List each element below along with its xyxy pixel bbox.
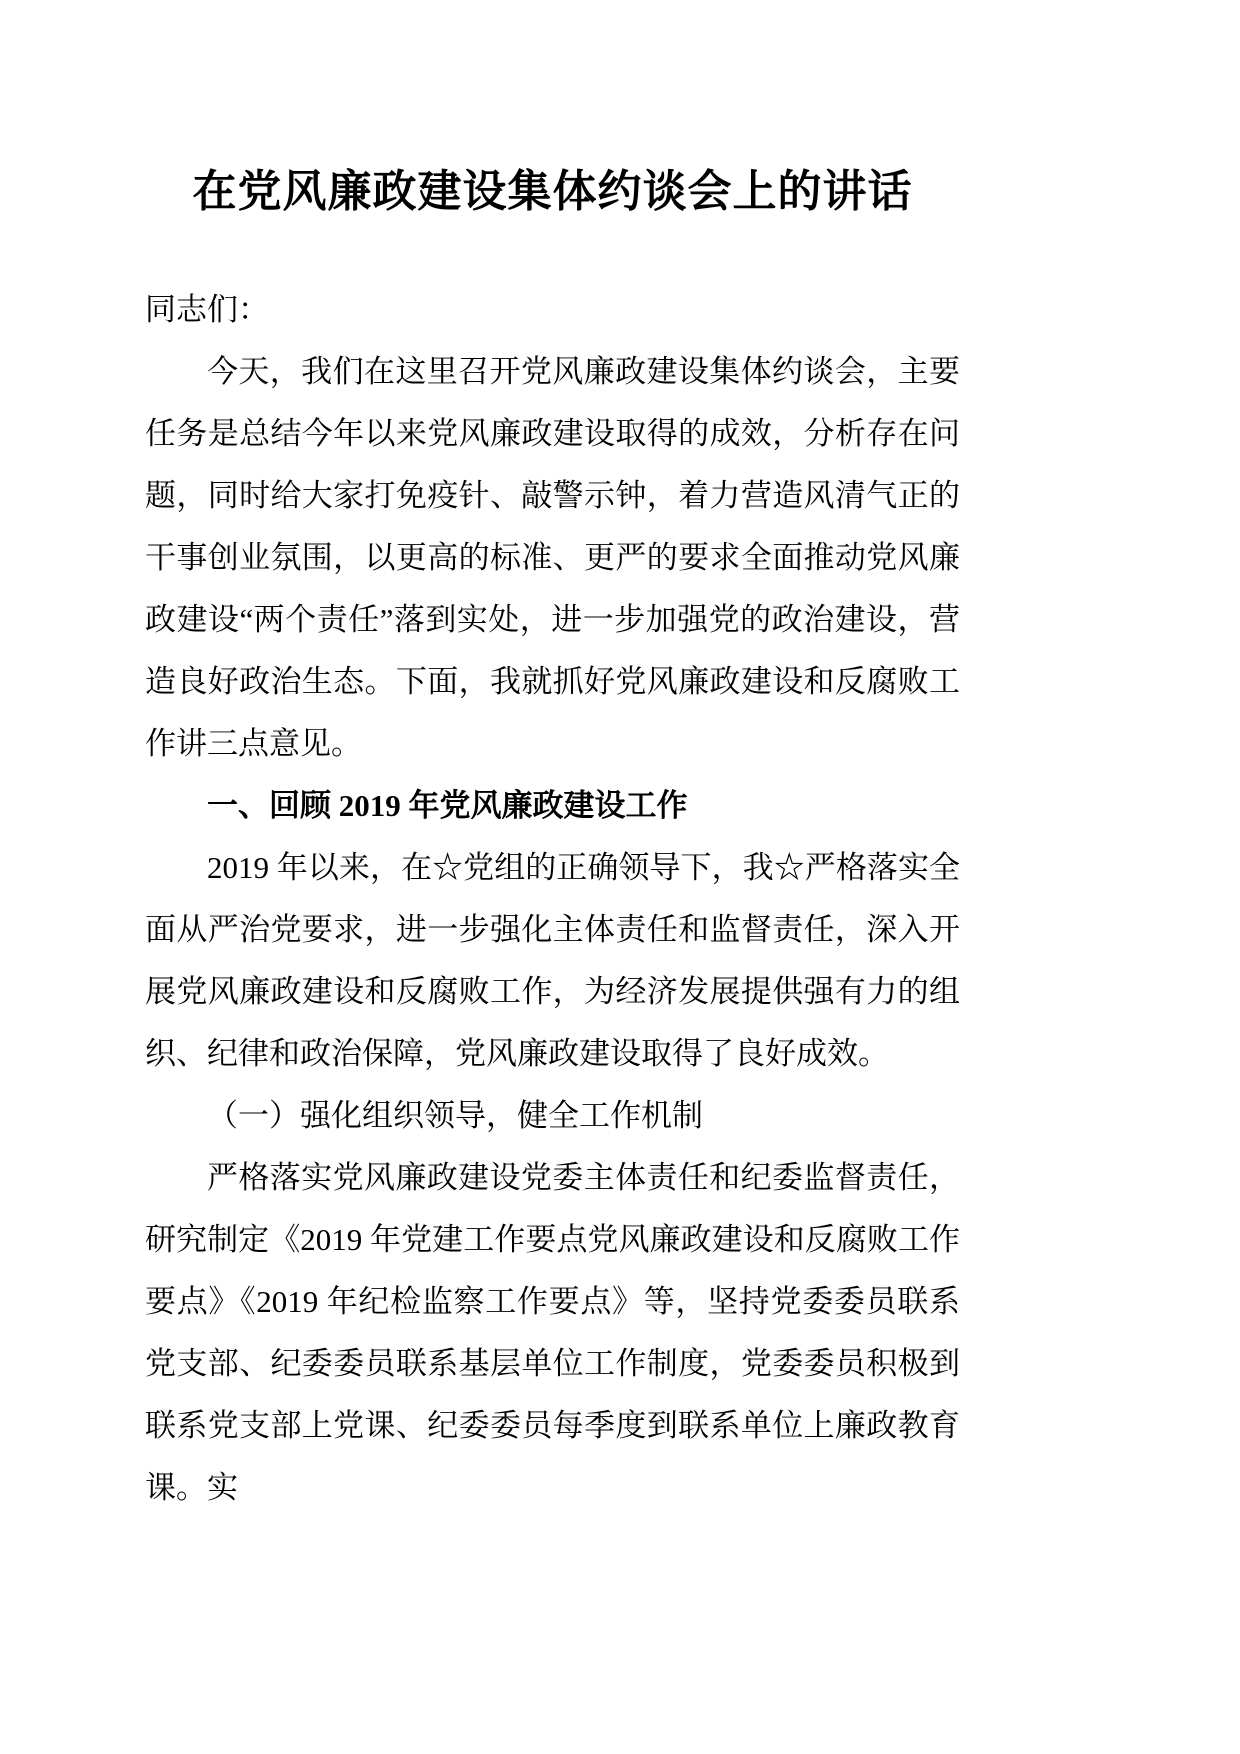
paragraph: 一、回顾 2019 年党风廉政建设工作: [207, 788, 688, 823]
paragraph: 2019 年以来，在☆党组的正确领导下，我☆严格落实全面从严治党要求，进一步强化主体责任和监督责任，深入开展党风廉政建设和反腐败工作，为经济发展提供强有力的组织、纪律和政治保障，党风廉政建设取得了良好成效。: [145, 850, 960, 1071]
paragraph: （一）强化组织领导，健全工作机制: [207, 1098, 703, 1133]
paragraph: 严格落实党风廉政建设党委主体责任和纪委监督责任，研究制定《2019 年党建工作要点党风廉政建设和反腐败工作要点》《2019 年纪检监察工作要点》等，坚持党委委员联系党支部、纪委委员联系基层单位工作制度，党委委员积极到联系党支部上党课、纪委委员每季度到联系单位上廉政教育课。实: [145, 1160, 960, 1505]
document-body: [145, 279, 960, 1519]
paragraph: 今天，我们在这里召开党风廉政建设集体约谈会，主要任务是总结今年以来党风廉政建设取得的成效，分析存在问题，同时给大家打免疫针、敲警示钟，着力营造风清气正的干事创业氛围，以更高的标准、更严的要求全面推动党风廉政建设“两个责任”落到实处，进一步加强党的政治建设，营造良好政治生态。下面，我就抓好党风廉政建设和反腐败工作讲三点意见。: [145, 354, 960, 761]
paragraph: 同志们：: [145, 292, 269, 327]
document-title: 在党风廉政建设集体约谈会上的讲话: [192, 167, 913, 216]
